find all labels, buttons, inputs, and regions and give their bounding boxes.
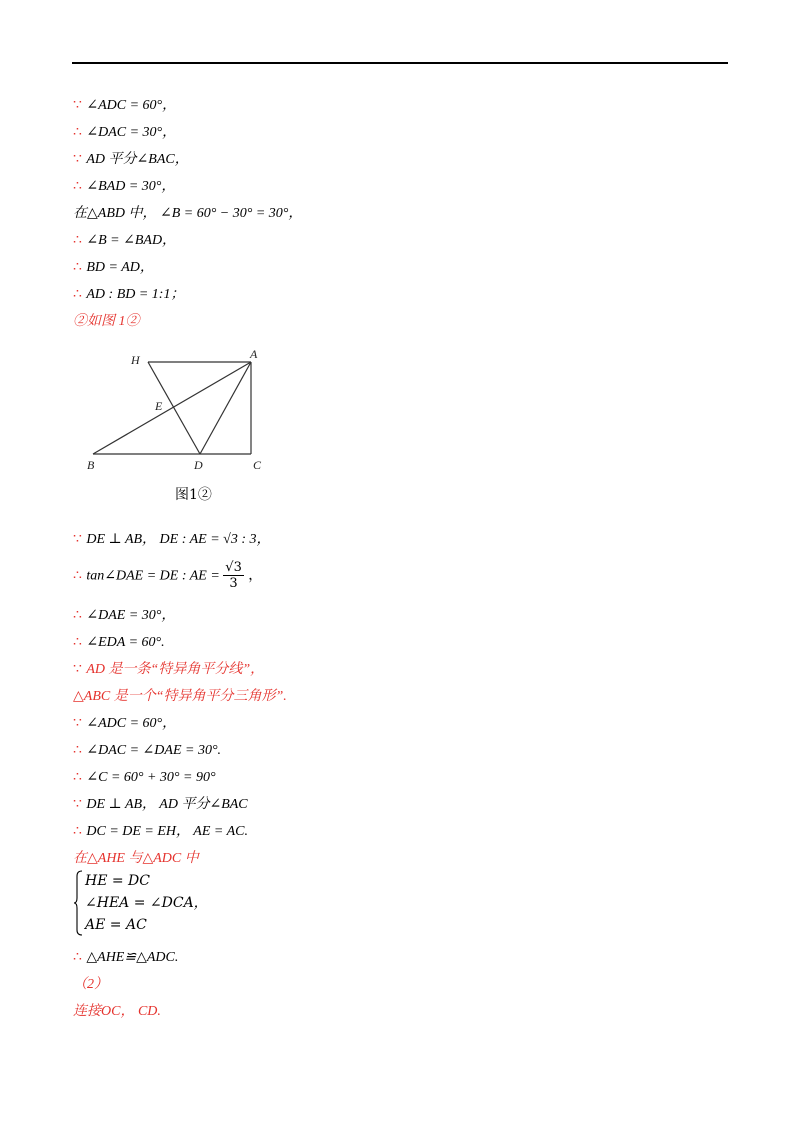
therefore-symbol: ∴: [73, 286, 82, 302]
solution-line: [73, 1002, 161, 1021]
solution-line: [73, 714, 176, 733]
line-text: ∠ADC = 60°，: [86, 98, 177, 113]
figure-caption: 图1②: [175, 487, 212, 503]
fraction-numerator: √3: [225, 560, 242, 575]
label-b: B: [87, 458, 95, 472]
line-text: （2）: [73, 977, 108, 992]
label-a: A: [250, 347, 258, 361]
therefore-symbol: ∴: [73, 232, 82, 248]
solution-line: [73, 150, 189, 169]
system-row-3: AE = AC: [85, 917, 147, 933]
because-symbol: ∵: [73, 531, 82, 547]
left-brace-icon: [73, 870, 83, 936]
therefore-symbol: ∴: [73, 742, 82, 758]
solution-line: [73, 849, 199, 868]
therefore-symbol: ∴: [73, 769, 82, 785]
segment-ba: [93, 362, 251, 454]
solution-line: [73, 258, 154, 277]
solution-line: [73, 741, 221, 760]
solution-line: [73, 795, 248, 814]
therefore-symbol: ∴: [73, 567, 82, 584]
solution-line: [73, 204, 302, 223]
therefore-symbol: ∴: [73, 178, 82, 194]
line-text: ∠DAC = 30°，: [86, 125, 177, 140]
solution-line: [73, 530, 271, 549]
fraction-sqrt3-over-3: [223, 560, 244, 591]
line-text: AD 平分∠BAC，: [86, 152, 189, 167]
solution-line: [73, 687, 287, 706]
because-symbol: ∵: [73, 796, 82, 812]
line-text: DE ⊥ AB， AD 平分∠BAC: [86, 797, 248, 812]
geometry-figure: [84, 342, 274, 481]
system-row-2: ∠HEA = ∠DCA，: [85, 895, 208, 911]
line-text: ∠B = ∠BAD，: [86, 233, 177, 248]
system-row-1: HE = DC: [85, 873, 150, 889]
label-c: C: [253, 458, 262, 472]
line-text: BD = AD，: [86, 260, 154, 275]
line-text: △ABC 是一个“特异角平分三角形”.: [73, 689, 287, 704]
solution-line: [73, 822, 248, 841]
therefore-symbol: ∴: [73, 607, 82, 623]
solution-line: [73, 948, 178, 967]
because-symbol: ∵: [73, 151, 82, 167]
line-text: 在△AHE 与△ADC 中: [73, 851, 199, 866]
solution-line: [73, 633, 165, 652]
line-text: DE ⊥ AB， DE : AE = √3 : 3，: [86, 532, 271, 547]
segment-da: [200, 362, 251, 454]
label-h: H: [131, 353, 140, 367]
line-text: AD 是一条“特异角平分线”，: [86, 662, 265, 677]
triangle-diagram: [84, 342, 274, 477]
solution-line: [73, 285, 184, 304]
solution-line: [73, 231, 176, 250]
line-text: △AHE≌△ADC.: [86, 950, 179, 965]
tan-line: [73, 560, 262, 591]
line-text: ∠DAE = 30°，: [86, 608, 176, 623]
solution-line: [73, 96, 176, 115]
because-symbol: ∵: [73, 97, 82, 113]
label-d: D: [194, 458, 203, 472]
line-text: 连接OC， CD.: [73, 1004, 161, 1019]
line-text: DC = DE = EH， AE = AC.: [86, 824, 248, 839]
line-text: 在△ABD 中， ∠B = 60° − 30° = 30°，: [73, 206, 303, 221]
line-text: ∠C = 60° + 30° = 90°: [86, 770, 216, 785]
because-symbol: ∵: [73, 715, 82, 731]
tan-suffix: ，: [248, 567, 263, 584]
therefore-symbol: ∴: [73, 124, 82, 140]
label-e: E: [155, 399, 163, 413]
line-text: AD : BD = 1:1；: [86, 287, 185, 302]
solution-line: [73, 606, 175, 625]
solution-line: [73, 312, 140, 331]
line-text: ∠ADC = 60°，: [86, 716, 177, 731]
line-text: ∠DAC = ∠DAE = 30°.: [86, 743, 222, 758]
therefore-symbol: ∴: [73, 823, 82, 839]
solution-line: [73, 975, 108, 994]
line-text: ②如图 1②: [73, 314, 140, 329]
because-symbol: ∵: [73, 661, 82, 677]
solution-line: [73, 123, 176, 142]
line-text: ∠EDA = 60°.: [86, 635, 165, 650]
solution-line: [73, 660, 264, 679]
solution-line: [73, 177, 175, 196]
header-rule: [72, 62, 728, 64]
solution-line: [73, 768, 216, 787]
line-text: ∠BAD = 30°，: [86, 179, 176, 194]
tan-expression: tan∠DAE = DE : AE =: [86, 568, 224, 584]
therefore-symbol: ∴: [73, 259, 82, 275]
therefore-symbol: ∴: [73, 634, 82, 650]
therefore-symbol: ∴: [73, 949, 82, 965]
fraction-denominator: 3: [229, 576, 238, 591]
